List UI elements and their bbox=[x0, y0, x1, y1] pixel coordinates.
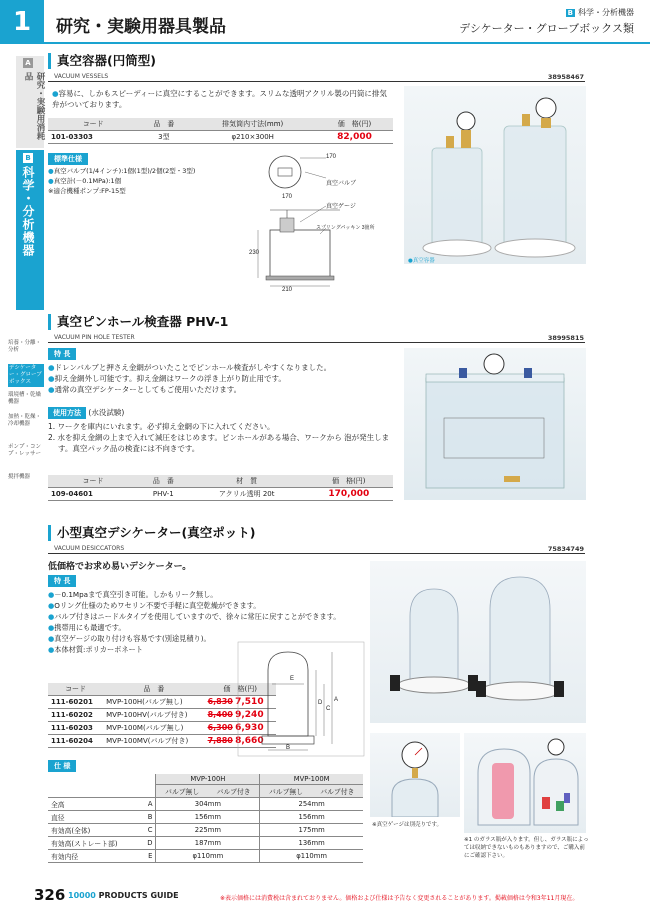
cell-model: MVP-100HV(バルブ付き) bbox=[103, 709, 204, 722]
section1-rule bbox=[48, 81, 585, 82]
diagram-letter: E bbox=[290, 676, 295, 682]
cell-code: 111-60201 bbox=[48, 696, 103, 709]
spec-sub: バルブ付き bbox=[312, 785, 363, 798]
cell-model: MVP-100MV(バルブ付き) bbox=[103, 735, 204, 748]
spec-m: 136mm bbox=[260, 837, 363, 850]
spec-m: 156mm bbox=[260, 811, 363, 824]
spec-label: 有効内径 bbox=[48, 850, 141, 863]
spec-label: 有効高(全体) bbox=[48, 824, 141, 837]
section3-spec-tag: 仕 様 bbox=[48, 760, 76, 772]
spec-h: 187mm bbox=[156, 837, 260, 850]
spec-key: B bbox=[141, 811, 156, 824]
section1-en: VACUUM VESSELS bbox=[54, 73, 109, 80]
spec-corner bbox=[48, 785, 141, 798]
cell-model: PHV-1 bbox=[138, 488, 189, 501]
dim-label: 210 bbox=[282, 287, 293, 293]
cell-price: 170,000 bbox=[305, 488, 393, 501]
spec-label: 有効高(ストレート部) bbox=[48, 837, 141, 850]
th-code: コード bbox=[48, 475, 138, 488]
subsection-badge: B bbox=[567, 8, 573, 17]
section2-usage: 使用方法 (水没試験) bbox=[48, 407, 124, 419]
chapter-number: 1 bbox=[0, 0, 44, 44]
th-price: 価 格(円) bbox=[305, 475, 393, 488]
table-row bbox=[48, 837, 363, 850]
cell-code: 111-60203 bbox=[48, 722, 103, 735]
section1-diagram bbox=[230, 150, 400, 290]
spec-key: D bbox=[141, 837, 156, 850]
sidebar-item-heating[interactable]: 加熱・乾燥・冷却機器 bbox=[8, 414, 42, 427]
cell-model: MVP-100H(バルブ無し) bbox=[103, 696, 204, 709]
diagram-letter: B bbox=[286, 745, 291, 751]
section1-bullet: ●容易に、しかもスピーディーに真空にすることができます。スリムな透明アクリル製の円筒に排気弁がついております。 bbox=[52, 89, 387, 109]
sidebar-item-environment[interactable]: 環境槽・乾燥機器 bbox=[8, 392, 42, 405]
section1-spec-tag: 標準仕様 bbox=[48, 153, 88, 165]
pinhole-tester-photo bbox=[404, 348, 586, 500]
spec-model-h: MVP-100H bbox=[156, 774, 260, 785]
header-subsection bbox=[566, 7, 634, 18]
diagram-letter: D bbox=[318, 700, 323, 706]
diagram-letter: C bbox=[326, 706, 331, 712]
sidebar-item-analysis[interactable]: 培養・分離・分析 bbox=[8, 340, 42, 353]
section2-code: 38995815 bbox=[547, 334, 584, 342]
packing-label: スプリングパッキン 3箇所 bbox=[316, 225, 375, 231]
th-price: 価 格(円) bbox=[316, 118, 393, 131]
spec-m: 254mm bbox=[260, 798, 363, 811]
sidebar-item-pump[interactable]: ポンプ・コンプ・レッサー bbox=[8, 444, 42, 457]
cell-price: 8,400 9,240 bbox=[205, 709, 276, 722]
table-row bbox=[48, 488, 393, 501]
section3-title: 小型真空デシケーター(真空ポット) bbox=[48, 525, 255, 541]
dim-label: 170 bbox=[282, 194, 293, 200]
cell-price: 6,830 7,510 bbox=[205, 696, 276, 709]
glass-note: ※1 のガラス瓶が入ります。但し、ガラス瓶によっては収納できないものもありますので、ご購入前にご確認下さい。 bbox=[464, 837, 589, 859]
spec-m: 175mm bbox=[260, 824, 363, 837]
cell-model: MVP-100M(バルブ無し) bbox=[103, 722, 204, 735]
th-model: 品 番 bbox=[138, 118, 189, 131]
diagram-letter: A bbox=[334, 697, 339, 703]
spec-sub: バルブ無し bbox=[156, 785, 208, 798]
cell-code: 101-03303 bbox=[48, 131, 138, 144]
th-code: コード bbox=[48, 118, 138, 131]
section3-en: VACUUM DESICCATORS bbox=[54, 545, 125, 552]
th-price: 価 格(円) bbox=[205, 683, 276, 696]
section3-tag: 特 長 bbox=[48, 575, 76, 587]
section3-diagram bbox=[236, 640, 366, 758]
section3-lead: 低価格でお求め易いデシケーター。 bbox=[48, 562, 192, 572]
spec-h: φ110mm bbox=[156, 850, 260, 863]
gauge-caption: ※真空ゲージは別売りです。 bbox=[372, 822, 443, 828]
cell-size: φ210×300H bbox=[189, 131, 316, 144]
sidebar-a-badge: A bbox=[23, 58, 33, 68]
spec-key: C bbox=[141, 824, 156, 837]
section2-rule bbox=[48, 342, 585, 343]
cell-code: 111-60202 bbox=[48, 709, 103, 722]
cell-material: アクリル透明 20t bbox=[189, 488, 305, 501]
section1-title: 真空容器(円筒型) bbox=[48, 53, 156, 69]
dim-label: 230 bbox=[249, 250, 260, 256]
spec-corner bbox=[48, 774, 141, 785]
spec-key: A bbox=[141, 798, 156, 811]
spec-model-m: MVP-100M bbox=[260, 774, 363, 785]
page-number: 326 bbox=[34, 886, 66, 904]
category-title: デシケーター・グローブボックス類 bbox=[459, 22, 634, 35]
cell-price: 82,000 bbox=[316, 131, 393, 144]
th-code: コード bbox=[48, 683, 103, 696]
section1-table bbox=[48, 118, 393, 144]
table-row bbox=[48, 824, 363, 837]
gauge-label: 真空ゲージ bbox=[326, 204, 356, 210]
table-row bbox=[48, 798, 363, 811]
spec-key: E bbox=[141, 850, 156, 863]
spec-h: 225mm bbox=[156, 824, 260, 837]
sidebar-item-desiccator[interactable]: デシケーター・グローブボックス bbox=[8, 364, 44, 387]
table-row bbox=[48, 811, 363, 824]
th-model: 品 番 bbox=[138, 475, 189, 488]
th-model: 品 番 bbox=[103, 683, 204, 696]
spec-label: 直径 bbox=[48, 811, 141, 824]
vacuum-vessel-photo bbox=[404, 86, 586, 264]
guide-label: 10000 PRODUCTS GUIDE bbox=[68, 891, 179, 900]
section2-steps: 1. ワークを庫内にいれます。必ず抑え金網の下に入れてください。 2. 水を抑え金網の上まで入れて減圧をはじめます。ピンホールがある場合、ワークから 泡が発生します。真空パック品の検査には不向きです。 bbox=[48, 422, 390, 453]
cell-price: 6,300 6,930 bbox=[205, 722, 276, 735]
photo-caption: ●真空容器 bbox=[408, 258, 435, 264]
subsection-label: 科学・分析機器 bbox=[578, 8, 634, 17]
header-rule bbox=[44, 42, 650, 44]
section2-bullets: ●ドレンバルブと押さえ金網がついたことでピンホール検査がしやすくなりました。 ●抑え金網外し可能です。抑え金網はワークの浮き上がり防止用です。 ●通常の真空デシケーターとしてもご使用いただけます。 bbox=[48, 363, 332, 394]
cell-price: 7,880 8,660 bbox=[205, 735, 276, 748]
sidebar-b-badge: B bbox=[23, 153, 33, 163]
spec-h: 156mm bbox=[156, 811, 260, 824]
th-material: 材 質 bbox=[189, 475, 305, 488]
chapter-title: 研究・実験用器具製品 bbox=[56, 17, 226, 37]
cell-code: 109-04601 bbox=[48, 488, 138, 501]
section3-bullets: ●－0.1Mpaまで真空引き可能。しかもリーク無し。 ●Oリング仕様のためワセリン不要で手軽に真空乾燥ができます。 ●バルブ付きはニードルタイプを使用していますので、徐々に常圧に戻すことができます。 ●携帯用にも最適です。 ●真空ゲージの取り付けも容易です(別途見積り)。 ●本体材質:ポリカーボネート bbox=[48, 590, 341, 654]
sidebar-b-label: 科学・分析機器 bbox=[21, 166, 35, 257]
sidebar-a-label: 研究・実験用消耗品 bbox=[23, 72, 45, 140]
spec-label: 全高 bbox=[48, 798, 141, 811]
spec-h: 304mm bbox=[156, 798, 260, 811]
table-row bbox=[48, 850, 363, 863]
section1-specs: ●真空バルブ(1/4インチ):1個(1型)/2個(2型・3型) ●真空計(－0.1MPa):1個 ※適合機種ポンプ:FP-15型 bbox=[48, 167, 196, 195]
section3-rule bbox=[48, 553, 585, 554]
section3-code: 75834749 bbox=[547, 545, 584, 553]
spec-corner bbox=[141, 785, 156, 798]
sidebar-item-stirring[interactable]: 撹拌機器 bbox=[8, 474, 31, 480]
desiccator-photo bbox=[370, 561, 586, 723]
section1-code: 38958467 bbox=[547, 73, 584, 81]
valve-label: 真空バルブ bbox=[326, 181, 357, 187]
cell-code: 111-60204 bbox=[48, 735, 103, 748]
spec-sub: バルブ付き bbox=[208, 785, 260, 798]
footer-note: ※表示価格には消費税は含まれておりません。価格および仕様は予告なく変更されることがあります。掲載価格は令和3年11月現在。 bbox=[220, 895, 579, 902]
th-size: 排気筒内寸法(mm) bbox=[189, 118, 316, 131]
spec-corner bbox=[141, 774, 156, 785]
cell-model: 3型 bbox=[138, 131, 189, 144]
section2-en: VACUUM PIN HOLE TESTER bbox=[54, 334, 135, 341]
section2-tag: 特 長 bbox=[48, 348, 76, 360]
spec-m: φ110mm bbox=[260, 850, 363, 863]
spec-sub: バルブ無し bbox=[260, 785, 312, 798]
bottles-photo bbox=[464, 733, 586, 833]
spec-table bbox=[48, 774, 363, 863]
gauge-photo bbox=[370, 733, 460, 817]
section2-table bbox=[48, 475, 393, 501]
dim-label: 170 bbox=[326, 154, 337, 160]
table-row bbox=[48, 131, 393, 144]
section2-title: 真空ピンホール検査器 PHV-1 bbox=[48, 314, 228, 330]
